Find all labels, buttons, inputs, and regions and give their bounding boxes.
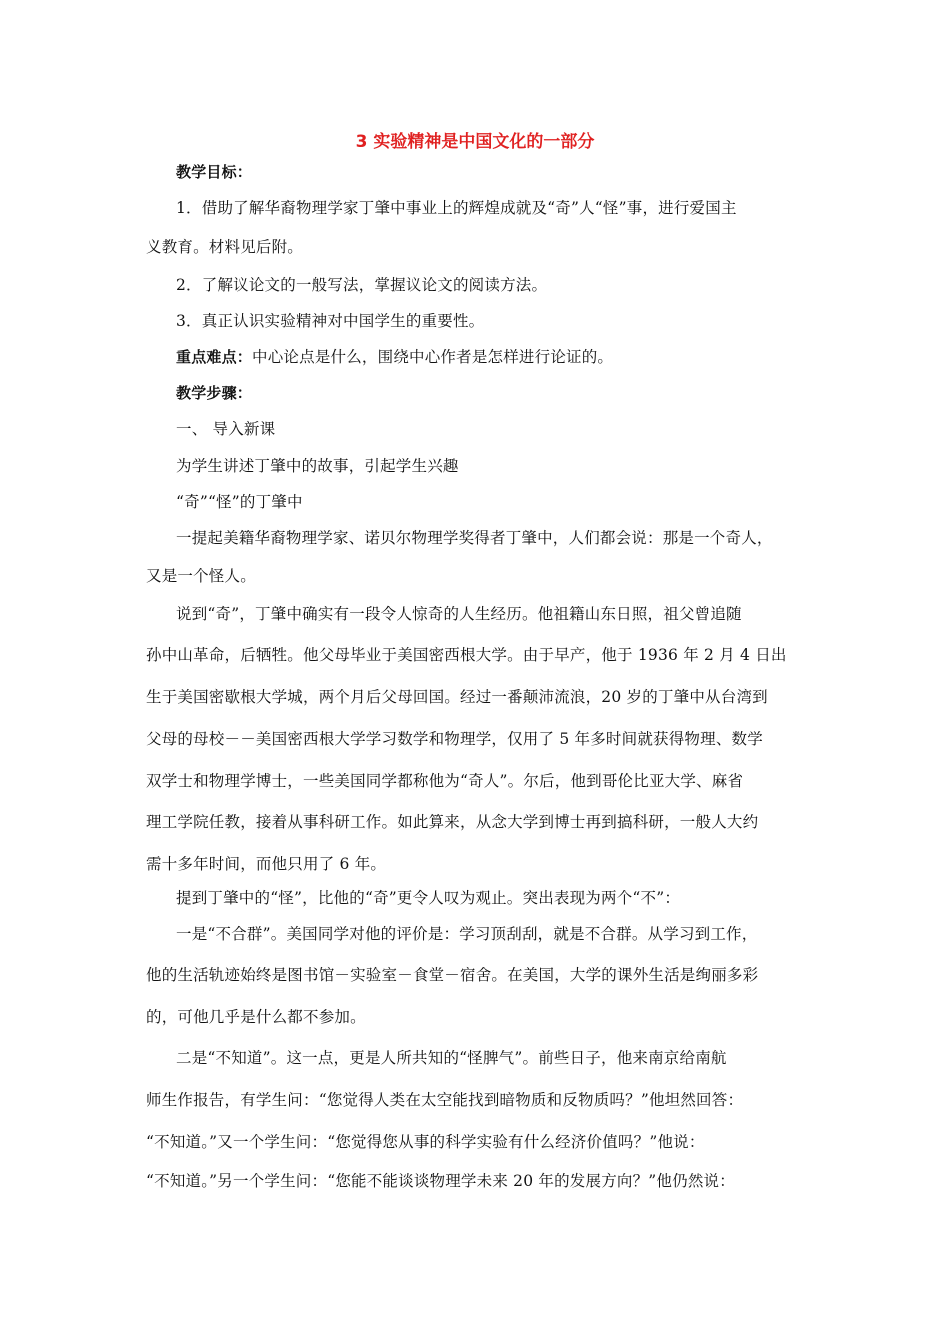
step-1: 一、 导入新课 [176, 420, 276, 438]
story-title: “奇”“怪”的丁肇中 [176, 493, 303, 511]
story-p1-line-1: 一提起美籍华裔物理学家、诺贝尔物理学奖得者丁肇中，人们都会说：那是一个奇人， [176, 529, 773, 547]
story-p2-line-4: 父母的母校－－美国密西根大学学习数学和物理学，仅用了 5 年多时间就获得物理、数学 [146, 730, 763, 748]
goal-2: 2．了解议论文的一般写法，掌握议论文的阅读方法。 [176, 276, 548, 294]
difficulty-heading: 重点难点： [176, 348, 253, 366]
story-p2-line-1: 说到“奇”，丁肇中确实有一段令人惊奇的人生经历。他祖籍山东日照，祖父曾追随 [176, 605, 742, 623]
story-p4-line-2: 他的生活轨迹始终是图书馆－实验室－食堂－宿舍。在美国，大学的课外生活是绚丽多彩 [146, 966, 759, 984]
story-p5-line-1: 二是“不知道”。这一点，更是人所共知的“怪脾气”。前些日子，他来南京给南航 [176, 1049, 727, 1067]
difficulty-text: 中心论点是什么，围绕中心作者是怎样进行论证的。 [252, 348, 614, 366]
story-p2-line-5: 双学士和物理学博士，一些美国同学都称他为“奇人”。尔后，他到哥伦比亚大学、麻省 [146, 772, 744, 790]
steps-heading: 教学步骤： [176, 384, 253, 402]
story-p5-line-4: “不知道。”另一个学生问：“您能不能谈谈物理学未来 20 年的发展方向？”他仍然说： [146, 1172, 735, 1190]
story-p5-line-3: “不知道。”又一个学生问：“您觉得您从事的科学实验有什么经济价值吗？”他说： [146, 1133, 705, 1151]
story-p5-line-2: 师生作报告，有学生问：“您觉得人类在太空能找到暗物质和反物质吗？”他坦然回答： [146, 1091, 744, 1109]
goal-1-line-1: 1．借助了解华裔物理学家丁肇中事业上的辉煌成就及“奇”人“怪”事，进行爱国主 [176, 199, 737, 217]
story-p2-line-7: 需十多年时间，而他只用了 6 年。 [146, 855, 387, 873]
story-p3: 提到丁肇中的“怪”，比他的“奇”更令人叹为观止。突出表现为两个“不”： [176, 889, 681, 907]
goal-3: 3．真正认识实验精神对中国学生的重要性。 [176, 312, 485, 330]
story-p2-line-3: 生于美国密歇根大学城，两个月后父母回国。经过一番颠沛流浪，20 岁的丁肇中从台湾到 [146, 688, 768, 706]
story-p2-line-2: 孙中山革命，后牺牲。他父母毕业于美国密西根大学。由于早产，他于 1936 年 2 月 4 日出 [146, 646, 787, 664]
difficulty-line [176, 346, 856, 368]
intro-text: 为学生讲述丁肇中的故事，引起学生兴趣 [176, 457, 459, 475]
story-p1-line-2: 又是一个怪人。 [146, 567, 256, 585]
document-title: 3 实验精神是中国文化的一部分 [355, 132, 595, 152]
story-p2-line-6: 理工学院任教，接着从事科研工作。如此算来，从念大学到博士再到搞科研，一般人大约 [146, 813, 759, 831]
goals-heading: 教学目标： [176, 163, 253, 181]
goal-1-line-2: 义教育。材料见后附。 [146, 238, 304, 256]
story-p4-line-1: 一是“不合群”。美国同学对他的评价是：学习顶刮刮，就是不合群。从学习到工作， [176, 925, 758, 943]
story-p4-line-3: 的，可他几乎是什么都不参加。 [146, 1008, 366, 1026]
